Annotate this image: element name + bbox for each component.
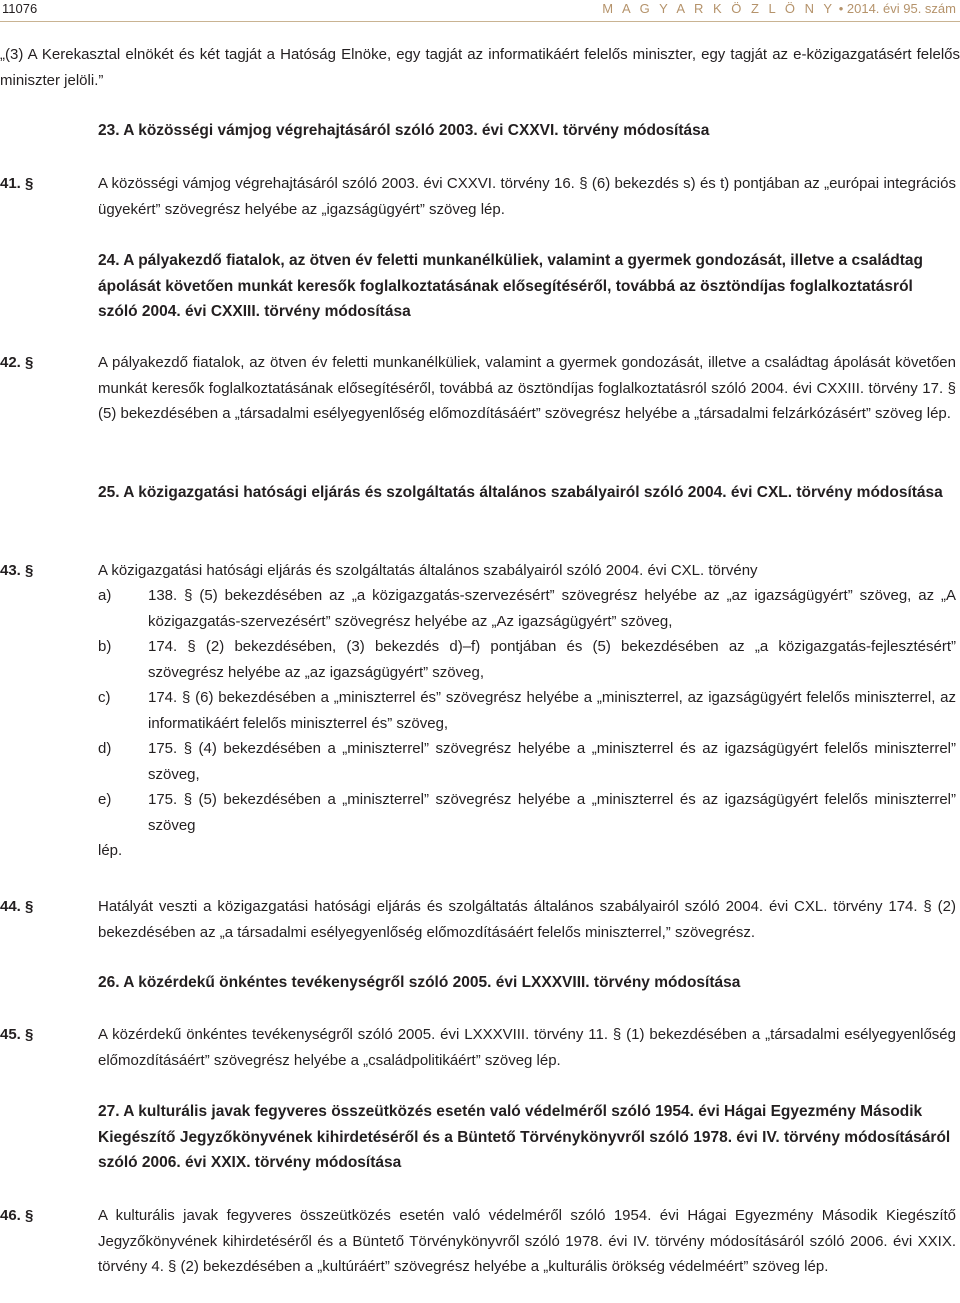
list-item-text: 174. § (2) bekezdésében, (3) bekezdés d)–f) pontjában és (5) bekezdésében az „a közigazgatás-fejlesztésért” szövegrész helyébe az „az igazságügyért” szöveg,	[148, 638, 956, 681]
list-item-text: 174. § (6) bekezdésében a „miniszterrel és” szövegrész helyébe a „miniszterrel, az igazságügyért felelős miniszterrel, az informatikáért felelős miniszterrel és” szöveg,	[148, 689, 956, 732]
paragraph-text: A közigazgatási hatósági eljárás és szolgáltatás általános szabályairól szóló 2004. évi CXL. törvény	[98, 562, 758, 579]
list-item-label: a)	[98, 587, 112, 604]
list-item-label: d)	[98, 740, 112, 757]
paragraph-number: 41. §	[0, 175, 34, 192]
intro-quote: „(3) A Kerekasztal elnökét és két tagját a Hatóság Elnöke, egy tagját az informatikáért felelős miniszter, egy tagját az e-közigazgatásért felelős miniszter jelöli.”	[0, 46, 960, 89]
list-item-text: 175. § (5) bekezdésében a „miniszterrel” szövegrész helyébe a „miniszterrel és az igazságügyért felelős miniszterrel” szöveg	[148, 791, 956, 834]
paragraph-number: 44. §	[0, 898, 34, 915]
paragraph-number: 42. §	[0, 354, 34, 371]
page-header	[0, 0, 960, 22]
section-heading-23: 23. A közösségi vámjog végrehajtásáról szóló 2003. évi CXXVI. törvény módosítása	[98, 122, 710, 139]
header-rule	[0, 21, 960, 22]
list-item-text: 138. § (5) bekezdésében az „a közigazgatás-szervezésért” szövegrész helyébe az „az igazságügyért” szöveg, az „A közigazgatás-szervezésért” szövegrész helyébe az „Az igazságügyért” szöveg,	[148, 587, 956, 630]
list-item-label: c)	[98, 689, 111, 706]
section-heading-24: 24. A pályakezdő fiatalok, az ötven év feletti munkanélküliek, valamint a gyermek gondozását, illetve a családtag ápolását követően munkát keresők foglalkoztatásának elősegítéséről, továbbá az ösztöndíjas foglalkoztatásról szóló 2004. évi CXXIII. törvény módosítása	[98, 252, 923, 320]
issue-label: 2014. évi 95. szám	[846, 1, 956, 16]
section-heading-25: 25. A közigazgatási hatósági eljárás és szolgáltatás általános szabályairól szóló 2004. évi CXL. törvény módosítása	[98, 484, 943, 501]
paragraph-text: A közösségi vámjog végrehajtásáról szóló 2003. évi CXXVI. törvény 16. § (6) bekezdés s) és t) pontjában az „európai integrációs ügyekért” szövegrész helyébe az „igazságügyért” szöveg lép.	[98, 175, 956, 218]
paragraph-text: A közérdekű önkéntes tevékenységről szóló 2005. évi LXXXVIII. törvény 11. § (1) bekezdésében a „társadalmi esélyegyenlőség előmozdításáért” szövegrész helyébe a „családpolitikáért” szöveg lép.	[98, 1026, 956, 1069]
page-number: 11076	[2, 1, 38, 16]
paragraph-text: A kulturális javak fegyveres összeütközés esetén való védelméről szóló 1954. évi Hágai Egyezmény Második Kiegészítő Jegyzőkönyvének kihirdetéséről és a Büntető Törvénykönyvről szóló 1978. évi IV. törvény módosításáról szóló 2006. évi XXIX. törvény 4. § (2) bekezdésében a „kultúráért” szövegrész helyébe a „kulturális örökség védelméért” szöveg lép.	[98, 1207, 956, 1275]
section-heading-27: 27. A kulturális javak fegyveres összeütközés esetén való védelméről szóló 1954. évi Hágai Egyezmény Második Kiegészítő Jegyzőkönyvének kihirdetéséről és a Büntető Törvénykönyvről szóló 1978. évi IV. törvény módosításáról szóló 2006. évi XXIX. törvény módosítása	[98, 1103, 951, 1171]
journal-name: M A G Y A R K Ö Z L Ö N Y	[602, 1, 836, 16]
paragraph-text: Hatályát veszti a közigazgatási hatósági eljárás és szolgáltatás általános szabályairól szóló 2004. évi CXL. törvény 174. § (2) bekezdésében az „a társadalmi esélyegyenlőség előmozdításáért felelős miniszterrel,” szövegrész.	[98, 898, 956, 941]
journal-title	[602, 1, 956, 16]
list-item-label: b)	[98, 638, 112, 655]
list-item-text: 175. § (4) bekezdésében a „miniszterrel” szövegrész helyébe a „miniszterrel és az igazságügyért felelős miniszterrel” szöveg,	[148, 740, 956, 783]
list-closing: lép.	[98, 842, 123, 859]
paragraph-number: 45. §	[0, 1026, 34, 1043]
section-heading-26: 26. A közérdekű önkéntes tevékenységről szóló 2005. évi LXXXVIII. törvény módosítása	[98, 974, 741, 991]
bullet-separator: •	[838, 1, 844, 16]
paragraph-text: A pályakezdő fiatalok, az ötven év feletti munkanélküliek, valamint a gyermek gondozását, illetve a családtag ápolását követően munkát keresők foglalkoztatásának elősegítéséről, továbbá az ösztöndíjas foglalkoztatásról szóló 2004. évi CXXIII. törvény 17. § (5) bekezdésében a „társadalmi esélyegyenlőség előmozdításáért” szövegrész helyébe a „társadalmi felzárkózásért” szöveg lép.	[98, 354, 956, 422]
paragraph-number: 43. §	[0, 562, 34, 579]
paragraph-number: 46. §	[0, 1207, 34, 1224]
list-item-label: e)	[98, 791, 112, 808]
